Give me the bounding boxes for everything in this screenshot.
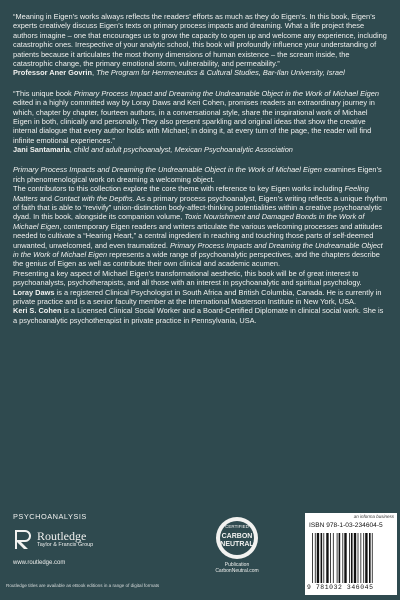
description-paragraph-2: The contributors to this collection explore the core theme with reference to key Eigen works including Feeling Matters and Contact with the Depths. As a primary process psychoanalyst, Eigen’s writing reflects a unique rhythm of faith that is able to “revivify” union-distinction body-affect-thinking potentialities within a creative psychoanalytic dyad. In this book, alongside its companion volume, Toxic Nourishment and Damaged Bonds in the Work of Michael Eigen, contemporary Eigen readers and writers articulate the various welcoming processes and attitudes needed to cultivate a “Hearing Heart,” a central ingredient in reaching and touching those parts of self-deemed unwanted, unwelcomed, and even traumatized. Primary Process Impacts and Dreaming the Undreamable Object in the Work of Michael Eigen represents a wide range of psychoanalytic perspectives, and the chapters describe the genius of Eigen as well as contribute their own clinical and academic acumen. (13, 184, 388, 269)
endorsement-santamaria (13, 89, 388, 155)
svg-text:CERTIFIED: CERTIFIED (225, 524, 249, 529)
description-paragraph-1: Primary Process Impacts and Dreaming the Undreamable Object in the Work of Michael Eigen examines Eigen’s rich phenomenological work on dreaming a welcoming object. (13, 165, 382, 184)
endorsement-text: “This unique book Primary Process Impact and Dreaming the Undreamable Object in the Work of Michael Eigen edited in a highly committed way by Loray Daws and Keri Cohen, promises readers an extraordinary journey in which, chapter by chapter, fourteen authors, in a conversational style, share the inspirational work of Michael Eigen in both, clinically and personally. They also present sparkling and original ideas that show the creative internal dialogue that every author holds with Michael; in doing it, at every turn of the page, the reader will find infinite emotional experiences.” (13, 88, 380, 145)
endorsement-affiliation: child and adult psychoanalyst, Mexican Psychoanalytic Association (73, 145, 293, 155)
routledge-mark-icon (13, 528, 33, 550)
endorsement-attribution: Professor Aner Govrin, The Program for Hermeneutics & Cultural Studies, Bar-Ilan University, Israel (13, 68, 345, 78)
endorsement-author: Jani Santamaria (13, 145, 70, 155)
endorsement-affiliation: The Program for Hermeneutics & Cultural Studies, Bar-Ilan University, Israel (96, 68, 345, 78)
isbn-text: ISBN 978-1-03-234604-5 (309, 522, 383, 529)
informa-text: an informa business (353, 514, 394, 519)
barcode-box (305, 513, 397, 595)
endorsement-author: Professor Aner Govrin (13, 68, 92, 78)
editor-bio-cohen: Keri S. Cohen is a Licensed Clinical Social Worker and a Board-Certified Diplomate in clinical social work. She is a psychoanalytic psychotherapist in private practice in Pennsylvania, USA. (13, 306, 384, 325)
ebook-notice: Routledge titles are available as eBook editions in a range of digital formats (6, 583, 160, 588)
category-label: PSYCHOANALYSIS (13, 512, 87, 521)
endorsement-text: “Meaning in Eigen’s works always reflects the readers’ efforts as much as they do Eigen’s. In this book, Eigen’s experts creatively discuss Eigen’s texts on primary process impacts and dreaming. What a life project these authors imagine – one that encourages us to grow the capacity to open up and welcome any experience, including catastrophic ones. Irrespective of your analytic school, this book will profoundly influence your understanding of patients because it articulates the most thorny dimensions of human existence – the scream inside, the catastrophic change, the primary emotional storm, vulnerability, and permeability.” (13, 12, 387, 68)
seal-caption: Publication CarbonNeutral.com (215, 562, 259, 574)
barcode-number: 9 781032 346045 (307, 584, 374, 591)
endorsement-attribution: Jani Santamaria, child and adult psychoanalyst, Mexican Psychoanalytic Association (13, 145, 293, 155)
svg-text:NEUTRAL: NEUTRAL (220, 541, 254, 548)
publisher-name: Routledge (37, 528, 87, 543)
svg-text:CARBON: CARBON (221, 533, 253, 540)
editor-bio-daws: Loray Daws is a registered Clinical Psychologist in South Africa and British Columbia, Canada. He is currently in private practice and is a senior faculty member at the International Masterson Institute in New York, USA. (13, 287, 382, 306)
back-cover-text (13, 12, 388, 325)
publisher-logo (13, 528, 93, 550)
barcode-icon (311, 533, 391, 583)
publisher-website: www.routledge.com (13, 560, 66, 566)
description-paragraph-3: Presenting a key aspect of Michael Eigen’s transformational aesthetic, this book will be of great interest to psychoanalysts, psychotherapists, and all those with an interest in psychoanalytic and spiritual psychology. (13, 268, 362, 288)
carbon-neutral-seal-icon (215, 516, 259, 560)
endorsement-govrin (13, 12, 388, 78)
publisher-subtitle: Taylor & Francis Group (37, 541, 94, 548)
